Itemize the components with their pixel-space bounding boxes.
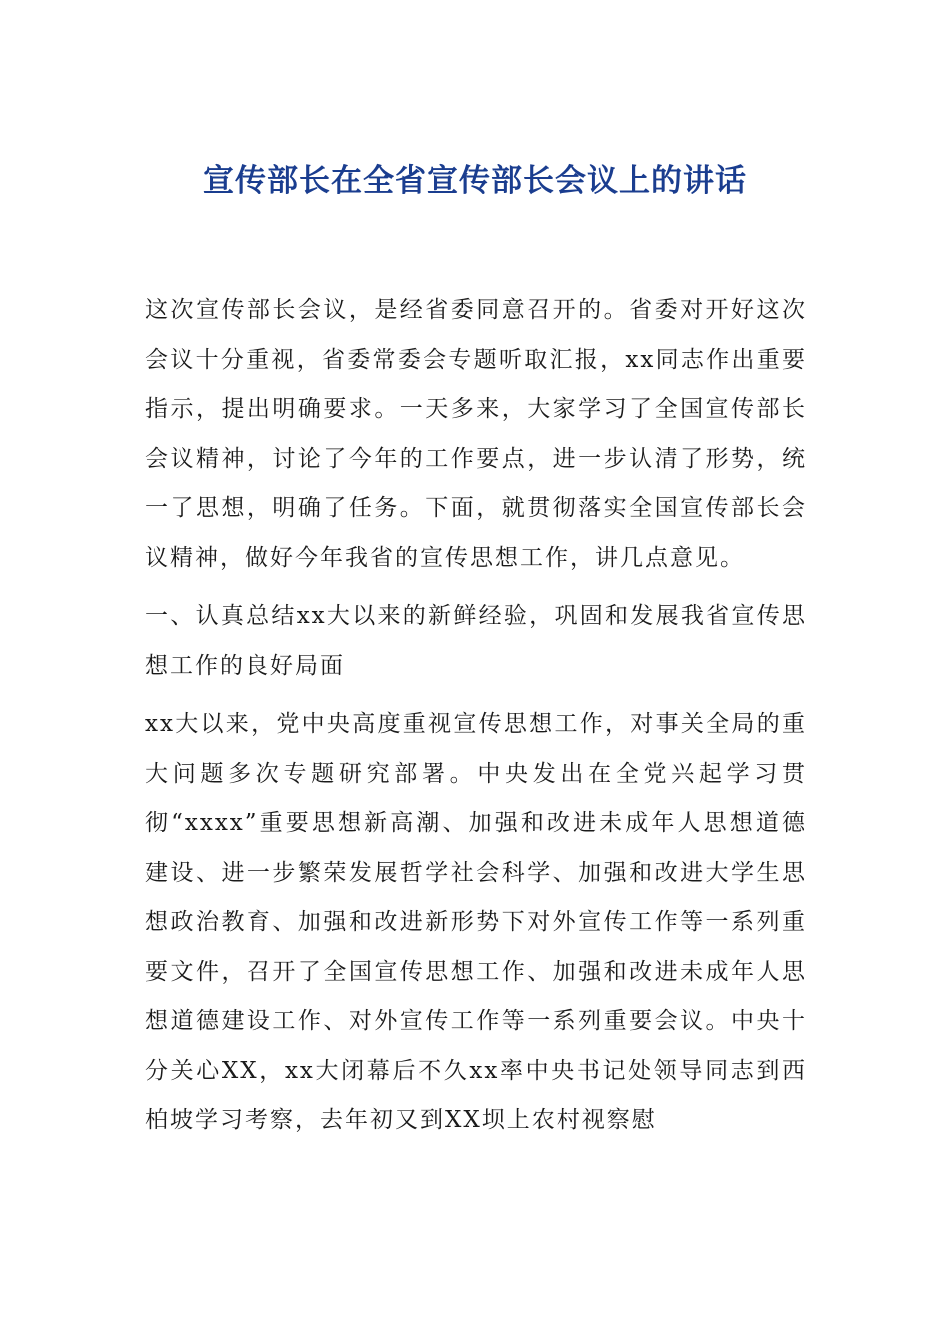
document-title: 宣传部长在全省宣传部长会议上的讲话 [203, 163, 747, 199]
paragraph-intro: 这次宣传部长会议，是经省委同意召开的。省委对开好这次会议十分重视，省委常委会专题听取汇报，xx同志作出重要指示，提出明确要求。一天多来，大家学习了全国宣传部长会议精神，讨论了今年的工作要点，进一步认清了形势，统一了思想，明确了任务。下面，就贯彻落实全国宣传部长会议精神，做好今年我省的宣传思想工作，讲几点意见。 [145, 297, 807, 571]
document-body [145, 286, 807, 1155]
paragraph-section-1: xx大以来，党中央高度重视宣传思想工作，对事关全局的重大问题多次专题研究部署。中央发出在全党兴起学习贯彻“xxxx”重要思想新高潮、加强和改进未成年人思想道德建设、进一步繁荣发展哲学社会科学、加强和改进大学生思想政治教育、加强和改进新形势下对外宣传工作等一系列重要文件，召开了全国宣传思想工作、加强和改进未成年人思想道德建设工作、对外宣传工作等一系列重要会议。中央十分关心XX，xx大闭幕后不久xx率中央书记处领导同志到西柏坡学习考察，去年初又到XX坝上农村视察慰 [145, 711, 807, 1133]
section-heading-1: 一、认真总结xx大以来的新鲜经验，巩固和发展我省宣传思想工作的良好局面 [145, 603, 807, 679]
